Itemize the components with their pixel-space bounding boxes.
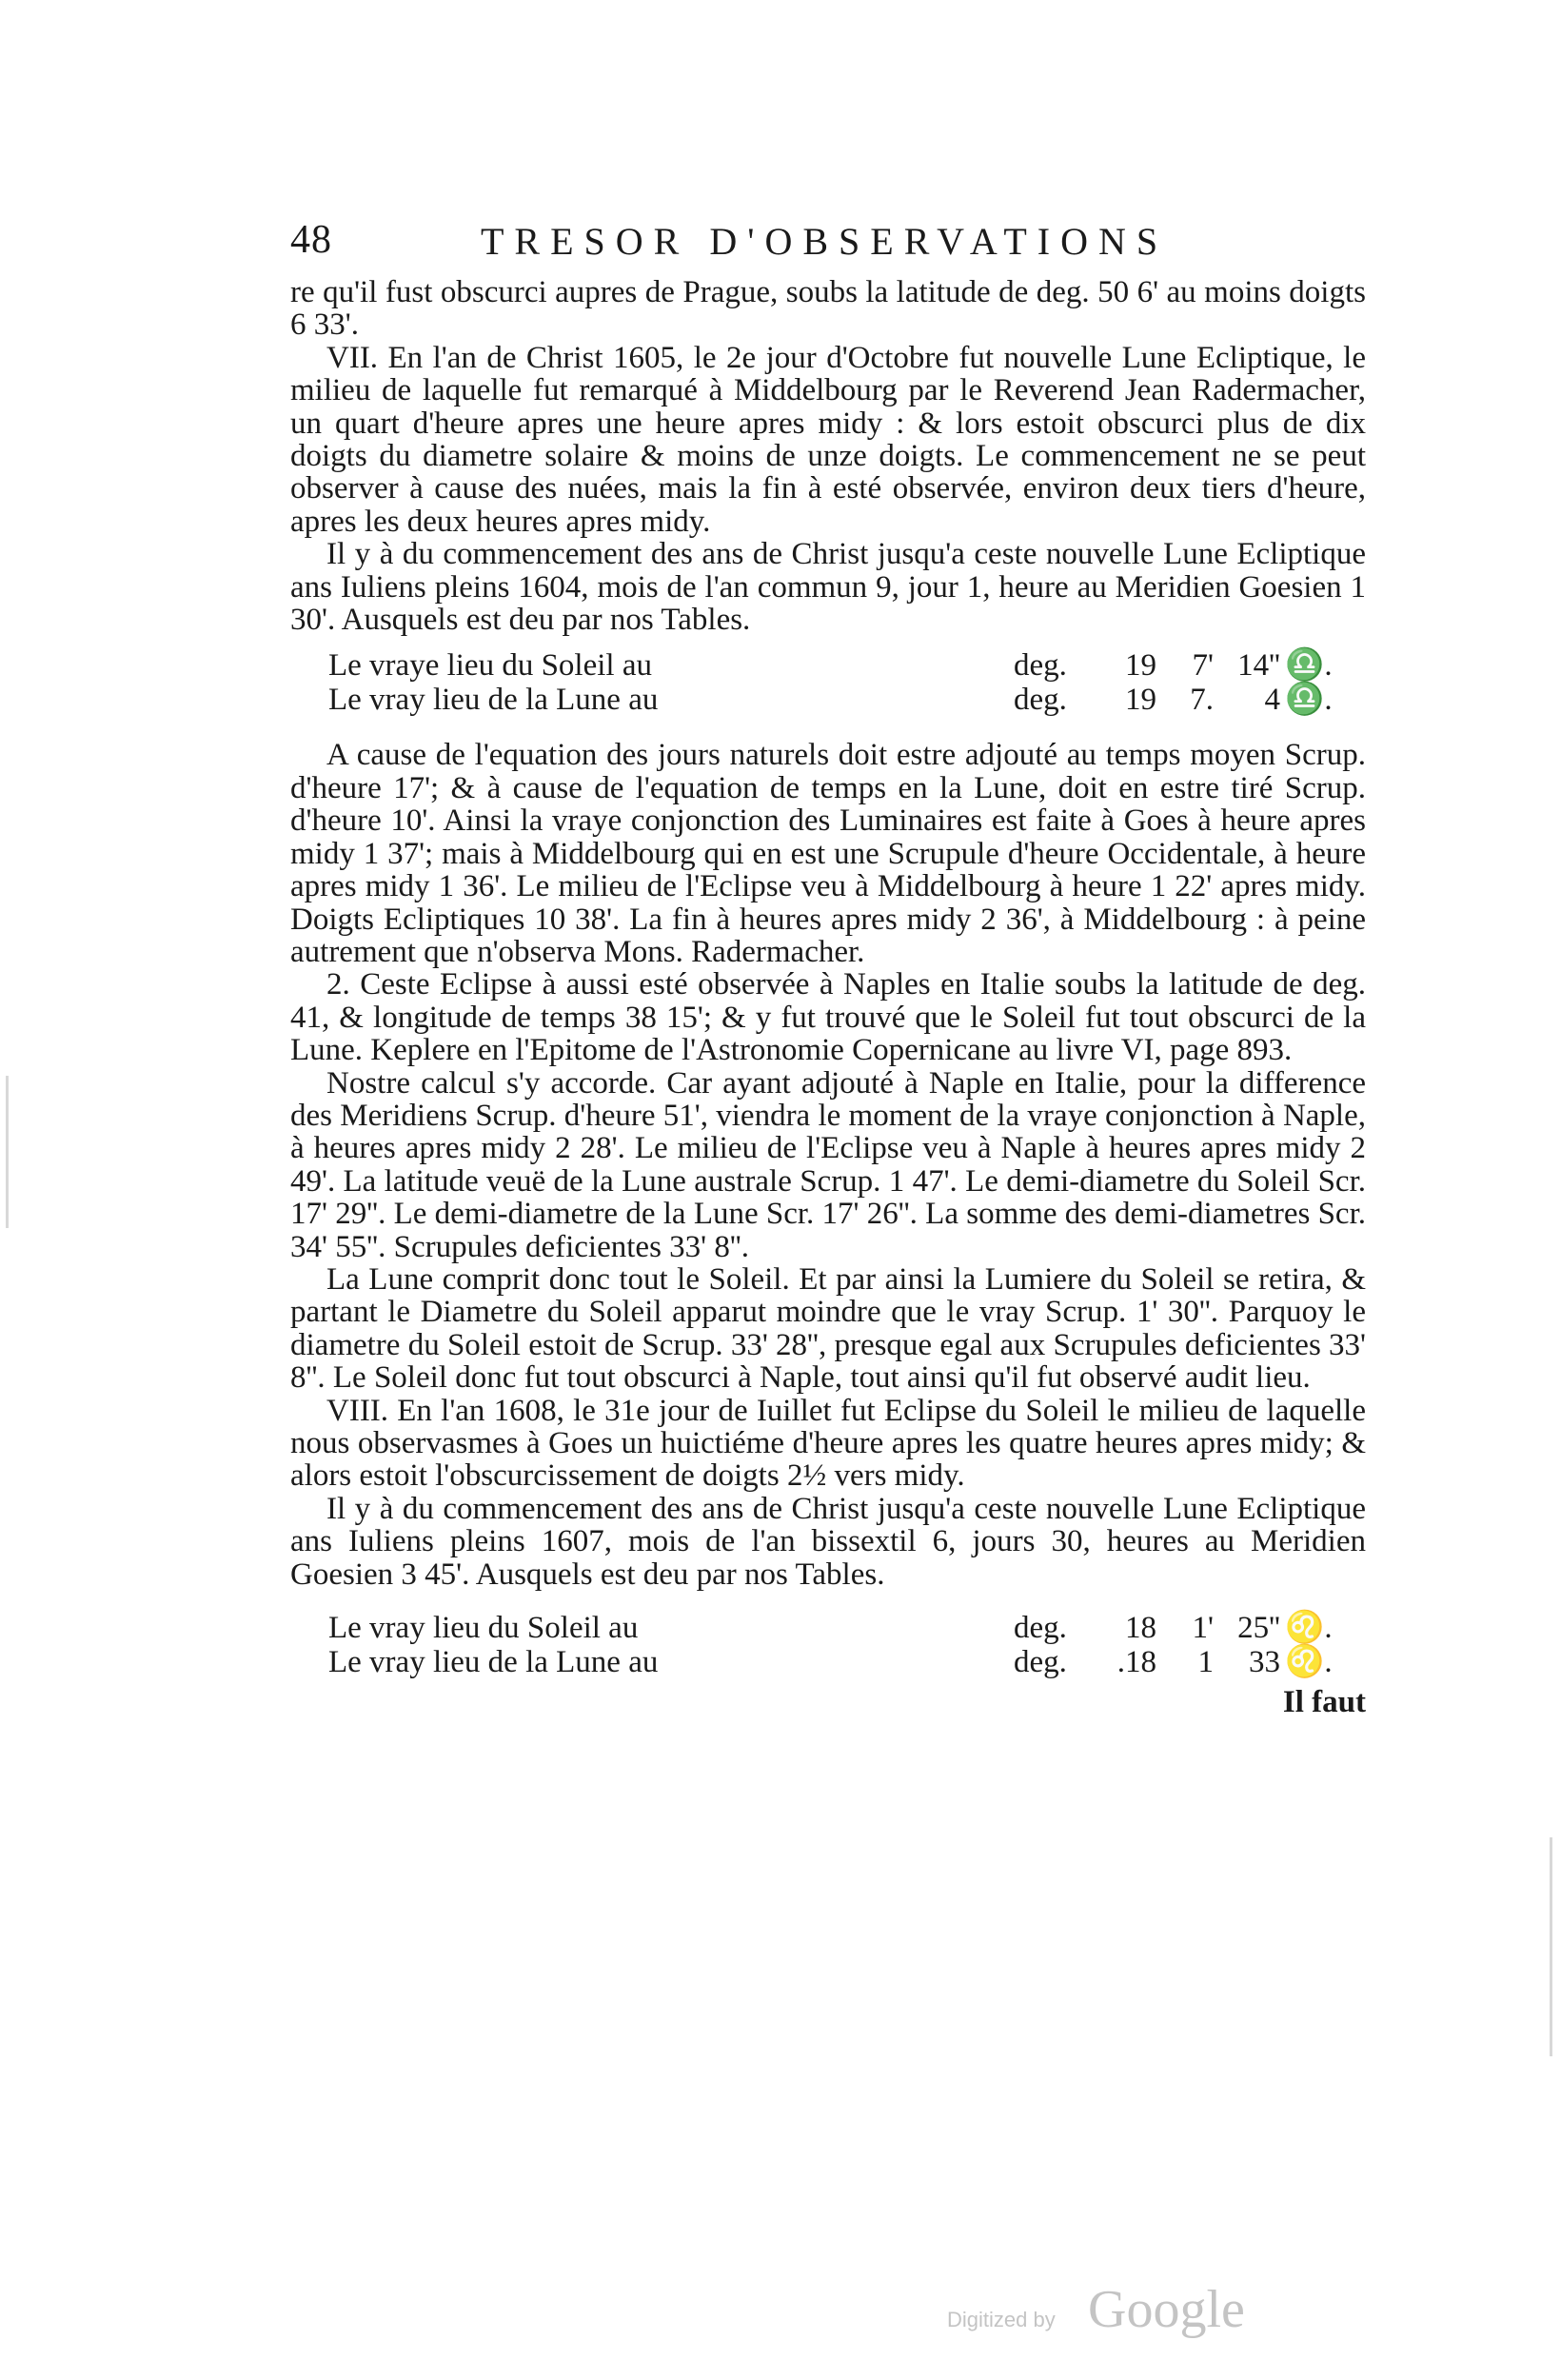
- paragraph: re qu'il fust obscurci aupres de Prague, soubs la latitude de deg. 50 6' au moins doigts 6 33'.: [290, 275, 1366, 343]
- table-row: [290, 1612, 1366, 1646]
- leo-sign-icon: ♌.: [1285, 1611, 1333, 1646]
- degree-value: 18: [1125, 1611, 1156, 1646]
- deg-label: deg.: [1014, 648, 1067, 684]
- second-value: 4: [1264, 683, 1280, 718]
- position-table: [290, 649, 1366, 718]
- leo-sign-icon: ♌.: [1285, 1645, 1333, 1680]
- row-label: Le vray lieu du Soleil au: [328, 1611, 639, 1646]
- running-title: TRESOR D'OBSERVATIONS: [481, 220, 1169, 263]
- minute-value: 1: [1197, 1645, 1214, 1680]
- second-value: 14'': [1237, 648, 1280, 684]
- table-row: [290, 1646, 1366, 1680]
- page-edge-mark: [6, 1076, 9, 1228]
- paragraph: VII. En l'an de Christ 1605, le 2e jour d'Octobre fut nouvelle Lune Ecliptique, le milieu de laquelle fut remarqué à Middelbourg par le Reverend Jean Radermacher, un quart d'heure apres une heure apres midy : & lors estoit obscurci plus de dix doigts du diametre solaire & moins de unze doigts. Le commencement ne se peut observer à cause des nuées, mais la fin à esté observée, environ deux tiers d'heure, apres les deux heures apres midy.: [290, 340, 1366, 539]
- deg-label: deg.: [1014, 683, 1067, 718]
- table-row: [290, 684, 1366, 718]
- position-table: [290, 1612, 1366, 1680]
- paragraph: La Lune comprit donc tout le Soleil. Et par ainsi la Lumiere du Soleil se retira, & partant le Diametre du Soleil apparut moindre que le vray Scrup. 1' 30''. Parquoy le diametre du Soleil estoit de Scrup. 33' 28'', presque egal aux Scrupules deficientes 33' 8''. Le Soleil donc fut tout obscurci à Naple, tout ainsi qu'il fut observé audit lieu.: [290, 1261, 1366, 1396]
- body-text: [290, 276, 1366, 1718]
- paragraph: Il y à du commencement des ans de Christ jusqu'a ceste nouvelle Lune Ecliptique ans Iuliens pleins 1607, mois de l'an bissextil 6, jours 30, heures au Meridien Goesien 3 45'. Ausquels est deu par nos Tables.: [290, 1491, 1366, 1592]
- degree-value: 19: [1125, 648, 1156, 684]
- page-edge-mark: [1550, 1837, 1552, 2056]
- deg-label: deg.: [1014, 1645, 1067, 1680]
- watermark-caption: Digitized by: [947, 2308, 1056, 2331]
- minute-value: 7': [1192, 648, 1214, 684]
- paragraph: Il y à du commencement des ans de Christ jusqu'a ceste nouvelle Lune Ecliptique ans Iuliens pleins 1604, mois de l'an commun 9, jour 1, heure au Meridien Goesien 1 30'. Ausquels est deu par nos Tables.: [290, 537, 1366, 638]
- second-value: 25'': [1237, 1611, 1280, 1646]
- degree-value: 19: [1125, 683, 1156, 718]
- paragraph: VIII. En l'an 1608, le 31e jour de Iuillet fut Eclipse du Soleil le milieu de laquelle nous observasmes à Goes un huictiéme d'heure apres les quatre heures apres midy; & alors estoit l'obscurcissement de doigts 2½ vers midy.: [290, 1393, 1366, 1494]
- row-label: Le vray lieu de la Lune au: [328, 1645, 659, 1680]
- google-logo: Google: [1088, 2280, 1245, 2339]
- libra-sign-icon: ♎.: [1285, 648, 1333, 684]
- paragraph: Nostre calcul s'y accorde. Car ayant adjouté à Naple en Italie, pour la difference des Meridiens Scrup. d'heure 51', viendra le moment de la vraye conjonction à Naple, à heures apres midy 2 28'. Le milieu de l'Eclipse veu à Naple à heures apres midy 2 49'. La latitude veuë de la Lune australe Scrup. 1 47'. Le demi-diametre du Soleil Scr. 17' 29''. Le demi-diametre de la Lune Scr. 17' 26''. La somme des demi-diametres Scr. 34' 55''. Scrupules deficientes 33' 8''.: [290, 1065, 1366, 1264]
- page-header: [290, 217, 1299, 274]
- second-value: 33: [1249, 1645, 1280, 1680]
- page-number: 48: [290, 218, 332, 262]
- row-label: Le vray lieu de la Lune au: [328, 683, 659, 718]
- paragraph: A cause de l'equation des jours naturels doit estre adjouté au temps moyen Scrup. d'heure 17'; & à cause de l'equation de temps en la Lune, doit en estre tiré Scrup. d'heure 10'. Ainsi la vraye conjonction des Luminaires est faite à Goes à heure apres midy 1 37'; mais à Middelbourg qui en est une Scrupule d'heure Occidentale, à heure apres midy 1 36'. Le milieu de l'Eclipse veu à Middelbourg à heure 1 22' apres midy. Doigts Ecliptiques 10 38'. La fin à heures apres midy 2 36', à Middelbourg : à peine autrement que n'observa Mons. Radermacher.: [290, 738, 1366, 969]
- deg-label: deg.: [1014, 1611, 1067, 1646]
- minute-value: 1': [1192, 1611, 1214, 1646]
- row-label: Le vraye lieu du Soleil au: [328, 648, 652, 684]
- paragraph: 2. Ceste Eclipse à aussi esté observée à Naples en Italie soubs la latitude de deg. 41, & longitude de temps 38 15'; & y fut trouvé que le Soleil fut tout obscurci de la Lune. Keplere en l'Epitome de l'Astronomie Copernicane au livre VI, page 893.: [290, 967, 1366, 1068]
- libra-sign-icon: ♎.: [1285, 683, 1333, 718]
- table-row: [290, 649, 1366, 684]
- degree-value: .18: [1116, 1645, 1156, 1680]
- minute-value: 7.: [1190, 683, 1214, 718]
- digitized-watermark: [938, 2279, 1280, 2346]
- catchword: Il faut: [1282, 1685, 1366, 1720]
